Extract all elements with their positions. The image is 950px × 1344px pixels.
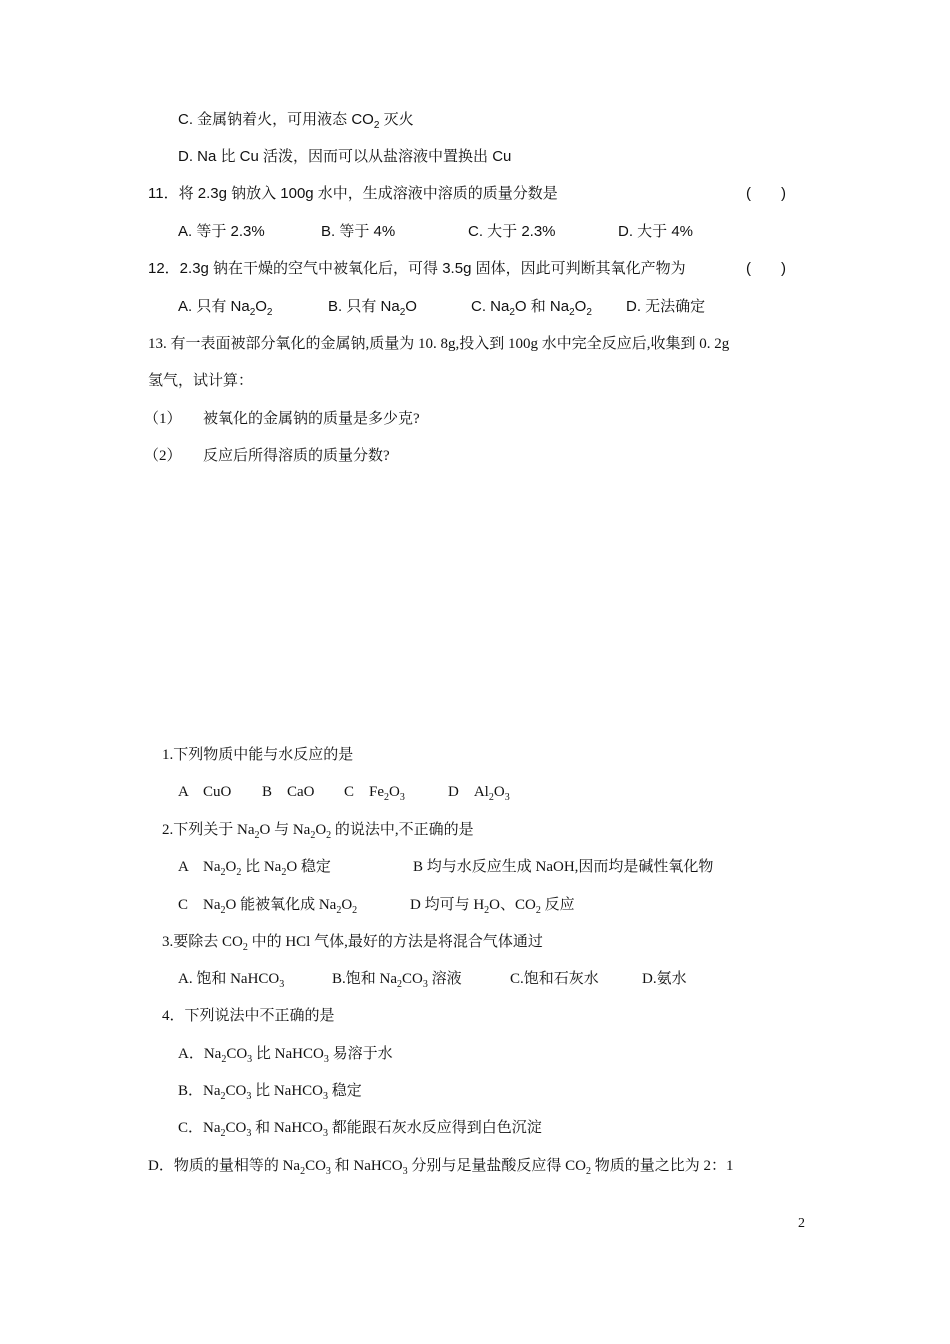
page-number: 2 [798,1216,805,1231]
q4-option-c: C．$Na_2CO_3$ 和 NaHCO$_3$ 都能跟石灰水反应得到白色沉淀 [178,1120,542,1139]
q1-option-b: B CaO [262,784,315,800]
q13-sub1-number: （1） [144,411,182,427]
q3-option-a: A. 饱和 NaHCO$_3$ [178,971,285,990]
q12-option-a: A. 只有 $Na_2O_2$ [178,298,273,318]
q13-stem-line1: 13. 有一表面被部分氧化的金属钠,质量为 10. 8g,投入到 100g 水中完全反应后,收集到 0. 2g [148,336,730,352]
q10-option-c: C. 金属钠着火，可用液态 $CO_2$ 灭火 [178,111,414,131]
q11-answer-bracket: ( ) [746,185,786,202]
q13-stem-line2: 氢气，试计算： [148,373,254,389]
q4-option-d: D．物质的量相等的 $Na_2CO_3$ 和 NaHCO$_3$ 分别与足量盐酸反应得 $CO_2$ 物质的量之比为 2：1 [148,1158,734,1177]
q12-option-c: C. $Na_2O$ 和 $Na_2O_2$ [471,298,592,318]
q1-option-a: A CuO [178,784,232,800]
q3-option-c: C.饱和石灰水 [510,971,599,987]
q11-option-b: B. 等于 4% [321,223,396,240]
q13-sub2-text: 反应后所得溶质的质量分数? [203,448,390,464]
q2-option-b: B 均与水反应生成 NaOH,因而均是碱性氧化物 [413,859,714,875]
q1-option-c: C $Fe_2O_3$ [344,784,405,803]
q2-option-d: D 均可与 $H_2O$、$CO_2$ 反应 [410,897,575,916]
q12-option-b: B. 只有 $Na_2O$ [328,298,417,318]
q4-option-b: B．$Na_2CO_3$ 比 NaHCO$_3$ 稳定 [178,1083,362,1102]
q13-sub2-number: （2） [144,448,182,464]
q11-option-d: D. 大于 4% [618,223,694,240]
q11-option-c: C. 大于 2.3% [468,223,556,240]
q11-option-a: A. 等于 2.3% [178,223,265,240]
q4-stem: 4．下列说法中不正确的是 [162,1008,335,1024]
q12-answer-bracket: ( ) [746,260,786,277]
q2-option-c: C $Na_2O$ 能被氧化成 $Na_2O_2$ [178,897,358,916]
q10-option-d: D. Na 比 Cu 活泼，因而可以从盐溶液中置换出 Cu [178,148,512,165]
q11-stem: 11．将 2.3g 钠放入 100g 水中，生成溶液中溶质的质量分数是 [148,185,558,202]
q1-stem: 1.下列物质中能与水反应的是 [162,747,354,763]
q13-sub1-text: 被氧化的金属钠的质量是多少克? [203,411,420,427]
q3-stem: 3.要除去 $CO_2$ 中的 HCl 气体,最好的方法是将混合气体通过 [162,934,543,953]
q3-option-d: D.氨水 [642,971,687,987]
q12-stem: 12．2.3g 钠在干燥的空气中被氧化后，可得 3.5g 固体，因此可判断其氧化产物为 [148,260,686,277]
q1-option-d: D $Al_2O_3$ [448,784,510,803]
q3-option-b: B.饱和 $Na_2CO_3$ 溶液 [332,971,462,990]
q4-option-a: A．$Na_2CO_3$ 比 NaHCO$_3$ 易溶于水 [178,1046,393,1065]
q12-option-d: D. 无法确定 [626,298,706,315]
q2-stem: 2.下列关于 $Na_2O$ 与 $Na_2O_2$ 的说法中,不正确的是 [162,822,474,841]
q2-option-a: A $Na_2O_2$ 比 $Na_2O$ 稳定 [178,859,331,878]
